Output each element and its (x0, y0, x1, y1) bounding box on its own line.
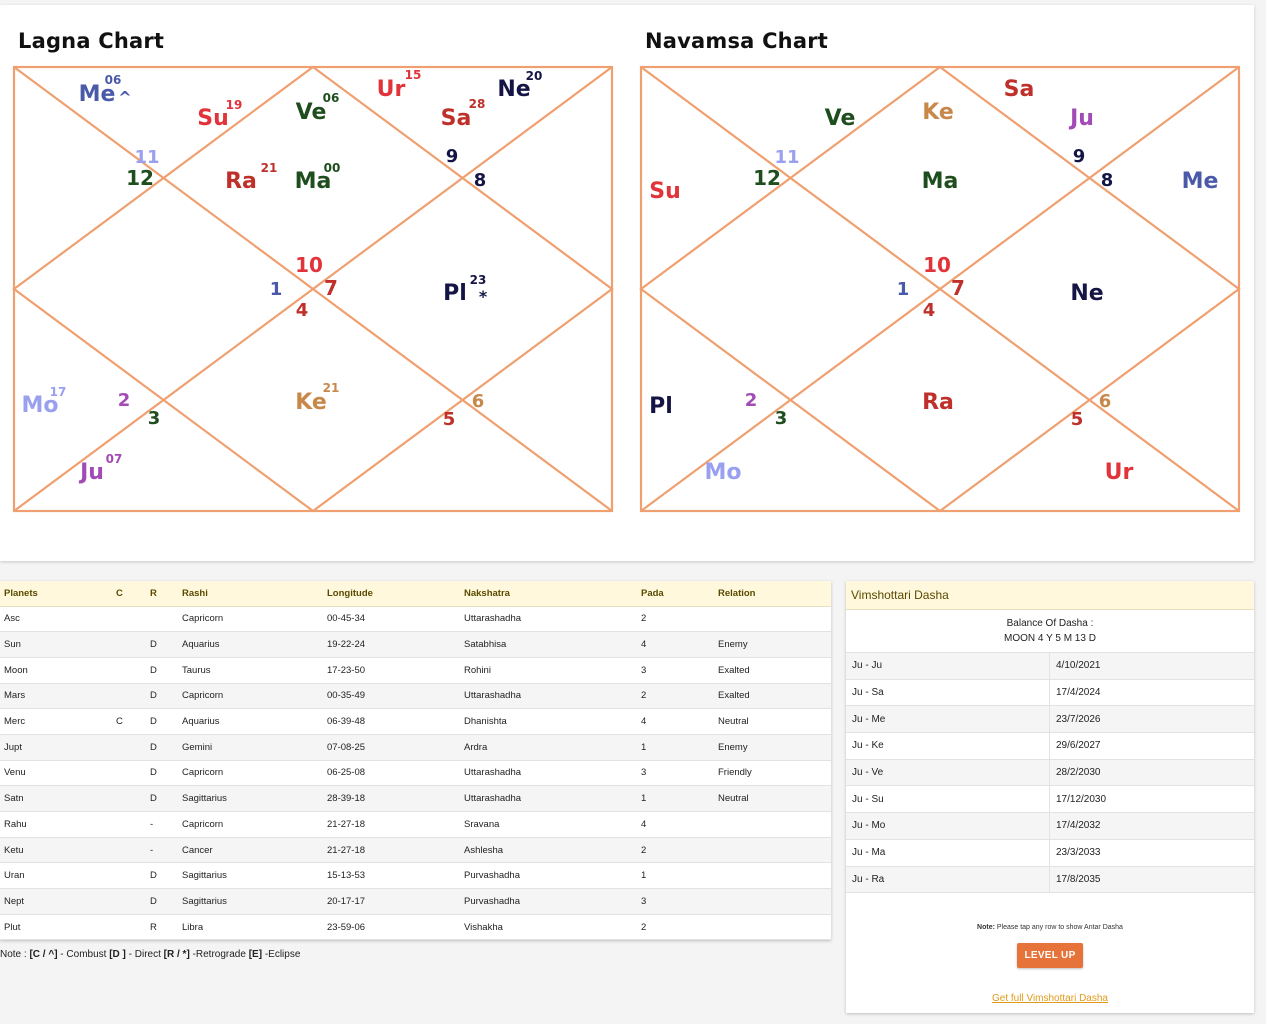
cell-c (112, 812, 146, 838)
cell-relation: Neutral (714, 786, 831, 812)
cell-planet: Rahu (0, 812, 112, 838)
cell-r: D (146, 863, 178, 889)
cell-c (112, 606, 146, 632)
cell-rashi: Capricorn (178, 683, 323, 709)
cell-planet: Sun (0, 632, 112, 658)
cell-relation: Enemy (714, 734, 831, 760)
house-number: 2 (117, 390, 131, 411)
dasha-period: Ju - Sa (846, 680, 1050, 706)
dasha-row[interactable] (846, 786, 1254, 813)
dasha-footnote (846, 924, 1254, 931)
cell-rashi: Sagittarius (178, 863, 323, 889)
house-number: 1 (896, 279, 910, 300)
planet-positions-table (0, 581, 831, 940)
dasha-row[interactable] (846, 680, 1254, 707)
house-number: 10 (295, 253, 323, 277)
note-prefix: Note : (0, 949, 30, 960)
planet-label: Ra (922, 390, 954, 415)
cell-longitude: 28-39-18 (323, 786, 460, 812)
planet-degree: 06 (322, 91, 340, 105)
cell-pada: 4 (637, 709, 714, 735)
cell-rashi: Capricorn (178, 760, 323, 786)
planet-degree: 28 (468, 97, 486, 111)
cell-r: - (146, 812, 178, 838)
lagna-chart (14, 67, 612, 511)
table-row (0, 863, 831, 889)
cell-nakshatra: Uttarashadha (460, 786, 637, 812)
cell-relation: Enemy (714, 632, 831, 658)
cell-rashi: Aquarius (178, 632, 323, 658)
cell-c (112, 734, 146, 760)
planet-status-mark: ^ (118, 88, 132, 107)
dasha-balance (846, 610, 1254, 653)
cell-longitude: 00-45-34 (323, 606, 460, 632)
cell-longitude: 20-17-17 (323, 889, 460, 915)
cell-relation: Neutral (714, 709, 831, 735)
cell-planet: Venu (0, 760, 112, 786)
dasha-period: Ju - Ke (846, 733, 1050, 759)
dasha-date: 28/2/2030 (1056, 767, 1101, 779)
note-eclipse-symbol: [E] (248, 949, 263, 960)
planet-label: Ma (921, 169, 959, 194)
cell-rashi: Cancer (178, 837, 323, 863)
planet-degree: 06 (104, 73, 122, 87)
kundli-charts (0, 5, 1254, 561)
cell-r: D (146, 734, 178, 760)
house-number: 3 (774, 408, 788, 429)
note-combust-text: - Combust (57, 949, 110, 960)
house-number: 4 (922, 300, 936, 321)
note-combust-symbol: [C / ^] (29, 949, 58, 960)
dasha-period: Ju - Ma (846, 840, 1050, 866)
cell-nakshatra: Purvashadha (460, 863, 637, 889)
cell-nakshatra: Sravana (460, 812, 637, 838)
planet-label: Ne (497, 77, 531, 102)
cell-rashi: Capricorn (178, 812, 323, 838)
planet-label: Ju (80, 460, 104, 485)
cell-longitude: 07-08-25 (323, 734, 460, 760)
table-row (0, 786, 831, 812)
planet-label: Mo (704, 460, 742, 485)
planet-degree: 21 (260, 161, 278, 175)
cell-rashi: Taurus (178, 657, 323, 683)
dasha-row[interactable] (846, 733, 1254, 760)
planet-label: Me (1181, 169, 1219, 194)
planet-degree: 20 (525, 69, 543, 83)
cell-nakshatra: Satabhisa (460, 632, 637, 658)
cell-planet: Nept (0, 889, 112, 915)
dasha-footnote-text: Please tap any row to show Antar Dasha (994, 924, 1123, 931)
planet-label: Me (78, 82, 116, 107)
table-row (0, 734, 831, 760)
dasha-period: Ju - Mo (846, 813, 1050, 839)
house-number: 11 (774, 147, 800, 168)
planet-label: Mo (21, 393, 59, 418)
cell-longitude: 23-59-06 (323, 914, 460, 940)
dasha-balance-value: MOON 4 Y 5 M 13 D (1004, 633, 1096, 644)
planet-degree: 17 (49, 385, 67, 399)
cell-longitude: 15-13-53 (323, 863, 460, 889)
cell-nakshatra: Ashlesha (460, 837, 637, 863)
cell-pada: 4 (637, 632, 714, 658)
cell-nakshatra: Rohini (460, 657, 637, 683)
dasha-row[interactable] (846, 706, 1254, 733)
cell-relation: Exalted (714, 657, 831, 683)
house-number: 12 (753, 166, 781, 190)
planet-label: Ra (225, 169, 257, 194)
house-number: 2 (744, 390, 758, 411)
note-retro-symbol: [R / *] (163, 949, 190, 960)
dasha-row[interactable] (846, 813, 1254, 840)
table-row (0, 606, 831, 632)
col-c: C (112, 581, 146, 606)
note-eclipse-text: -Eclipse (262, 949, 301, 960)
dasha-balance-label: Balance Of Dasha : (1006, 618, 1094, 629)
house-number: 7 (324, 276, 338, 300)
cell-c (112, 914, 146, 940)
cell-longitude: 21-27-18 (323, 837, 460, 863)
cell-c (112, 837, 146, 863)
vimshottari-dasha-card (846, 581, 1254, 1013)
cell-planet: Uran (0, 863, 112, 889)
cell-pada: 2 (637, 914, 714, 940)
cell-rashi: Capricorn (178, 606, 323, 632)
planet-table-body (0, 606, 831, 940)
dasha-row[interactable] (846, 653, 1254, 680)
navamsa-chart-title: Navamsa Chart (645, 29, 828, 53)
cell-r: D (146, 786, 178, 812)
cell-rashi: Gemini (178, 734, 323, 760)
planet-label: Su (649, 179, 681, 204)
cell-longitude: 17-23-50 (323, 657, 460, 683)
dasha-rows (846, 653, 1254, 893)
dasha-date: 17/8/2035 (1056, 873, 1101, 885)
planet-label: Ke (295, 390, 327, 415)
table-row (0, 760, 831, 786)
cell-planet: Ketu (0, 837, 112, 863)
cell-rashi: Aquarius (178, 709, 323, 735)
cell-planet: Asc (0, 606, 112, 632)
cell-pada: 3 (637, 760, 714, 786)
cell-pada: 3 (637, 889, 714, 915)
cell-nakshatra: Dhanishta (460, 709, 637, 735)
planet-label: Ve (295, 100, 327, 125)
cell-c (112, 863, 146, 889)
house-number: 9 (445, 146, 459, 167)
cell-planet: Satn (0, 786, 112, 812)
planet-degree: 07 (105, 452, 123, 466)
cell-r: D (146, 709, 178, 735)
cell-c: C (112, 709, 146, 735)
cell-relation (714, 889, 831, 915)
col-rashi: Rashi (178, 581, 323, 606)
cell-c (112, 632, 146, 658)
note-direct-symbol: [D ] (109, 949, 126, 960)
dasha-date: 23/3/2033 (1056, 847, 1101, 859)
cell-c (112, 786, 146, 812)
planet-label: Ne (1070, 281, 1104, 306)
cell-nakshatra: Uttarashadha (460, 606, 637, 632)
cell-planet: Jupt (0, 734, 112, 760)
cell-c (112, 889, 146, 915)
dasha-date: 29/6/2027 (1056, 740, 1101, 752)
house-number: 6 (1098, 391, 1112, 412)
table-row (0, 914, 831, 940)
house-number: 8 (473, 170, 487, 191)
cell-nakshatra: Vishakha (460, 914, 637, 940)
table-row (0, 812, 831, 838)
dasha-date: 17/12/2030 (1056, 793, 1107, 805)
planet-label: Ve (824, 106, 856, 131)
full-dasha-link[interactable]: Get full Vimshottari Dasha (992, 993, 1108, 1004)
cell-c (112, 657, 146, 683)
cell-pada: 1 (637, 734, 714, 760)
cell-relation (714, 914, 831, 940)
dasha-period: Ju - Me (846, 706, 1050, 732)
dasha-period: Ju - Su (846, 786, 1050, 812)
planet-label: Su (197, 106, 229, 131)
note-direct-text: - Direct (125, 949, 164, 960)
cell-nakshatra: Uttarashadha (460, 760, 637, 786)
house-number: 5 (442, 409, 456, 430)
planet-status-mark: * (478, 287, 488, 306)
cell-nakshatra: Uttarashadha (460, 683, 637, 709)
cell-nakshatra: Ardra (460, 734, 637, 760)
planet-label: Pl (649, 394, 673, 419)
table-row (0, 837, 831, 863)
planet-label: Sa (1003, 77, 1035, 102)
cell-relation (714, 606, 831, 632)
cell-r (146, 606, 178, 632)
navamsa-chart (641, 67, 1239, 511)
planet-label: Ur (376, 77, 406, 102)
cell-r: D (146, 657, 178, 683)
house-number: 1 (269, 279, 283, 300)
dasha-row[interactable] (846, 760, 1254, 787)
house-number: 4 (295, 300, 309, 321)
col-relation: Relation (714, 581, 831, 606)
cell-longitude: 21-27-18 (323, 812, 460, 838)
col-nakshatra: Nakshatra (460, 581, 637, 606)
lagna-chart-title: Lagna Chart (18, 29, 165, 53)
planet-degree: 23 (469, 273, 487, 287)
cell-pada: 2 (637, 606, 714, 632)
planet-label: Ur (1104, 460, 1134, 485)
col-planets: Planets (0, 581, 112, 606)
table-row (0, 657, 831, 683)
cell-r: D (146, 632, 178, 658)
house-number: 7 (951, 276, 965, 300)
planet-degree: 19 (225, 98, 243, 112)
house-number: 5 (1070, 409, 1084, 430)
house-number: 10 (923, 253, 951, 277)
dasha-date: 17/4/2024 (1056, 687, 1101, 699)
table-row (0, 709, 831, 735)
table-row (0, 683, 831, 709)
cell-r: D (146, 760, 178, 786)
house-number: 11 (134, 147, 160, 168)
note-retro-text: -Retrograde (189, 949, 249, 960)
cell-r: R (146, 914, 178, 940)
cell-relation (714, 837, 831, 863)
cell-pada: 1 (637, 863, 714, 889)
col-pada: Pada (637, 581, 714, 606)
cell-relation (714, 863, 831, 889)
col-r: R (146, 581, 178, 606)
cell-rashi: Sagittarius (178, 786, 323, 812)
planet-label: Ke (922, 100, 954, 125)
cell-planet: Mars (0, 683, 112, 709)
cell-nakshatra: Purvashadha (460, 889, 637, 915)
cell-r: D (146, 889, 178, 915)
dasha-period: Ju - Ve (846, 760, 1050, 786)
house-number: 8 (1100, 170, 1114, 191)
cell-c (112, 760, 146, 786)
planet-degree: 21 (322, 381, 340, 395)
cell-r: - (146, 837, 178, 863)
cell-planet: Merc (0, 709, 112, 735)
cell-pada: 2 (637, 837, 714, 863)
planet-degree: 15 (404, 68, 422, 82)
cell-relation (714, 812, 831, 838)
cell-r: D (146, 683, 178, 709)
cell-pada: 3 (637, 657, 714, 683)
cell-longitude: 00-35-49 (323, 683, 460, 709)
planet-degree: 00 (323, 161, 341, 175)
cell-longitude: 19-22-24 (323, 632, 460, 658)
house-number: 9 (1072, 146, 1086, 167)
dasha-title: Vimshottari Dasha (846, 581, 1254, 610)
planet-label: Ma (294, 169, 332, 194)
planet-label: Sa (440, 106, 472, 131)
dasha-footnote-bold: Note: (977, 924, 995, 931)
cell-planet: Moon (0, 657, 112, 683)
dasha-date: 17/4/2032 (1056, 820, 1101, 832)
dasha-date: 4/10/2021 (1056, 660, 1101, 672)
planet-label: Pl (443, 281, 467, 306)
cell-longitude: 06-39-48 (323, 709, 460, 735)
cell-pada: 1 (637, 786, 714, 812)
dasha-row[interactable] (846, 867, 1254, 894)
charts-panel (0, 5, 1254, 561)
legend-note (0, 949, 300, 960)
table-header-row (0, 581, 831, 606)
cell-planet: Plut (0, 914, 112, 940)
house-number: 6 (471, 391, 485, 412)
dasha-row[interactable] (846, 840, 1254, 867)
level-up-button[interactable]: LEVEL UP (1017, 943, 1083, 968)
cell-c (112, 683, 146, 709)
cell-pada: 2 (637, 683, 714, 709)
table-row (0, 889, 831, 915)
table-row (0, 632, 831, 658)
dasha-date: 23/7/2026 (1056, 713, 1101, 725)
cell-pada: 4 (637, 812, 714, 838)
planet-label: Ju (1070, 106, 1094, 131)
cell-longitude: 06-25-08 (323, 760, 460, 786)
cell-rashi: Libra (178, 914, 323, 940)
cell-relation: Friendly (714, 760, 831, 786)
planet-table-card (0, 581, 831, 940)
col-longitude: Longitude (323, 581, 460, 606)
dasha-period: Ju - Ra (846, 867, 1050, 893)
dasha-period: Ju - Ju (846, 653, 1050, 679)
house-number: 12 (126, 166, 154, 190)
cell-rashi: Sagittarius (178, 889, 323, 915)
cell-relation: Exalted (714, 683, 831, 709)
house-number: 3 (147, 408, 161, 429)
